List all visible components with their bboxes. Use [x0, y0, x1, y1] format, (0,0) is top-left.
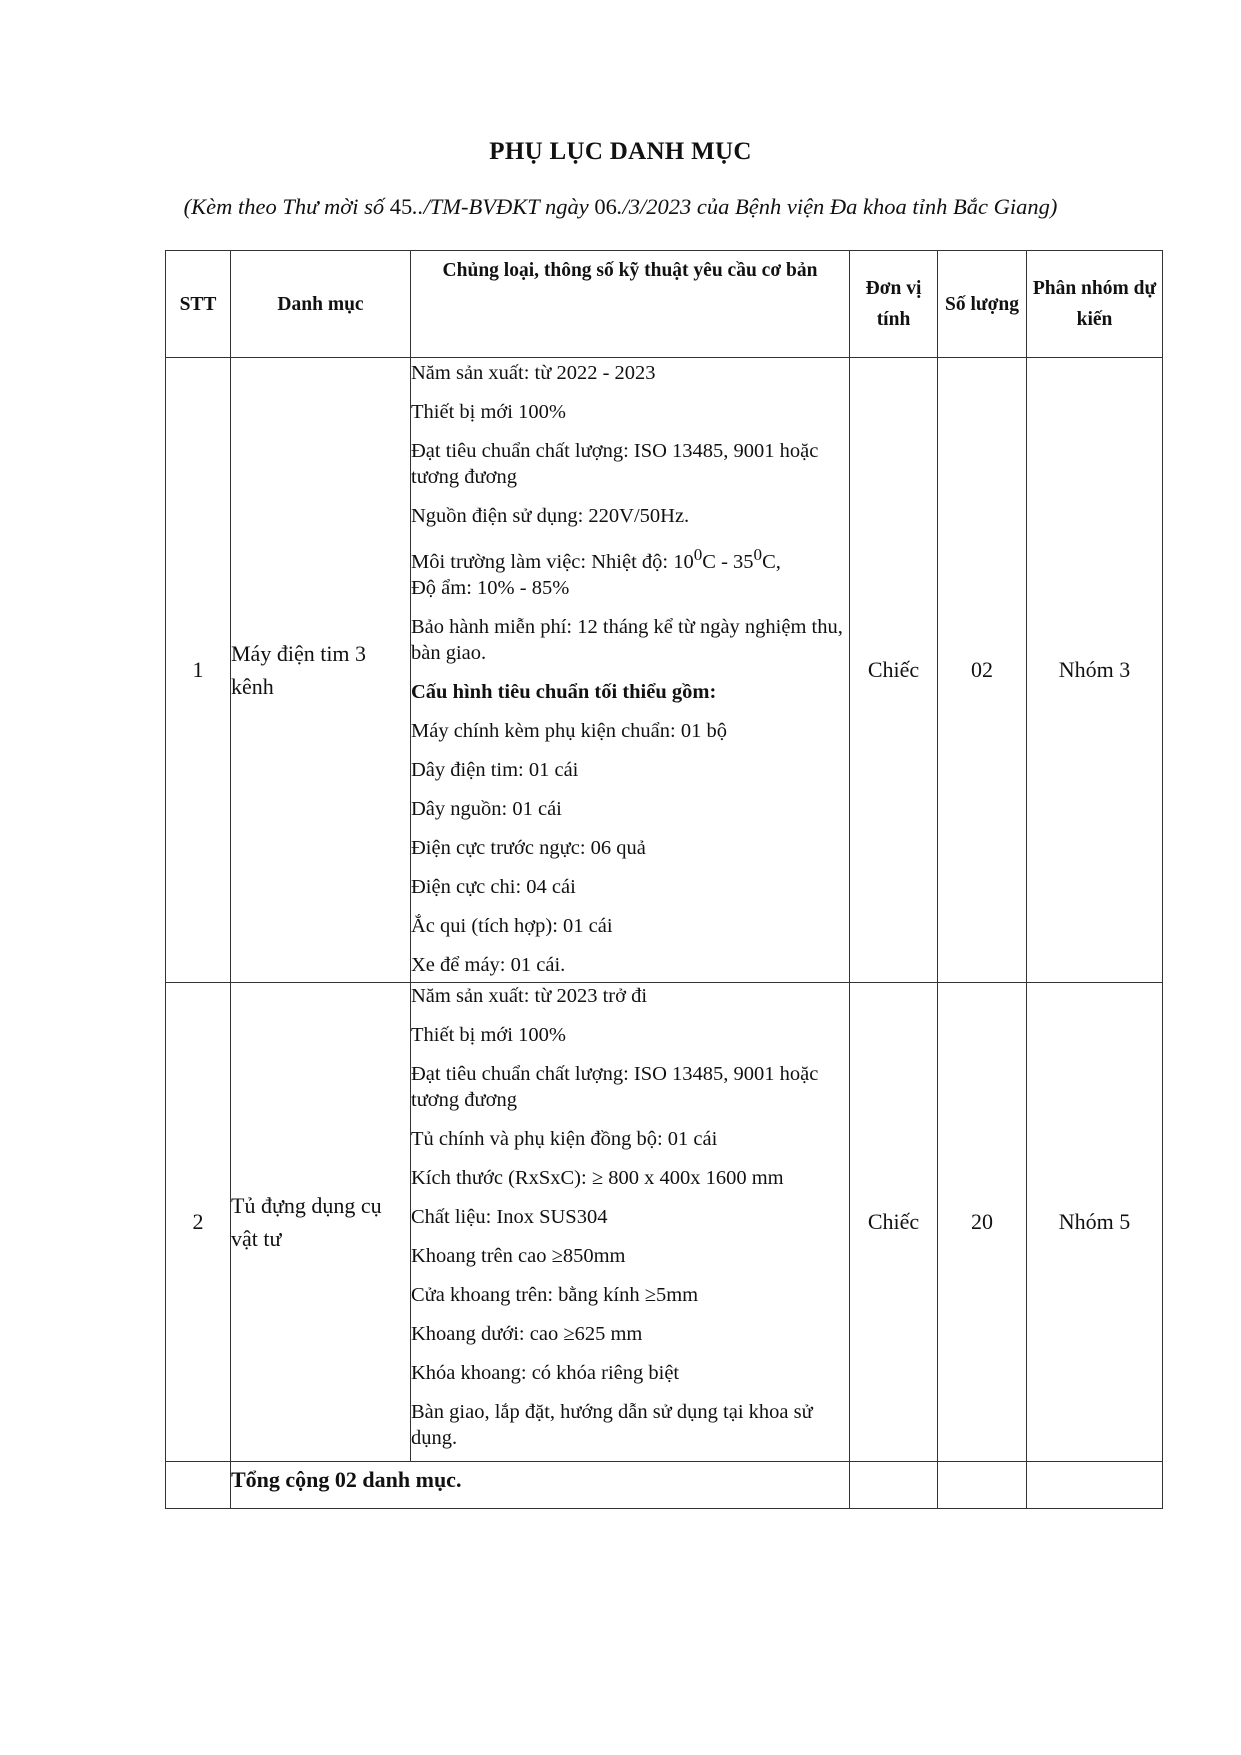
env-unit-mid: C - 35: [702, 550, 754, 573]
subtitle-prefix: (Kèm theo Thư mời số: [183, 194, 390, 219]
spec-line: Kích thước (RxSxC): ≥ 800 x 400x 1600 mm: [411, 1167, 784, 1189]
spec-line: Đạt tiêu chuẩn chất lượng: ISO 13485, 9001 hoặc tương đương: [411, 440, 819, 488]
spec-line: Dây điện tim: 01 cái: [411, 758, 579, 781]
table-header-row: [166, 251, 1163, 358]
spec-line: Dây nguồn: 01 cái: [411, 797, 562, 820]
header-unit: Đơn vị tính: [850, 251, 938, 358]
spec-line: Ắc qui (tích hợp): 01 cái: [411, 914, 613, 937]
spec-line: Bảo hành miễn phí: 12 tháng kể từ ngày nghiệm thu, bàn giao.: [411, 615, 843, 664]
subtitle-suffix: ./3/2023 của Bệnh viện Đa khoa tỉnh Bắc Giang): [616, 194, 1058, 219]
spec-line: Năm sản xuất: từ 2023 trở đi: [411, 985, 648, 1007]
total-empty-cell: [166, 1462, 231, 1509]
subtitle-middle: ../TM-BVĐKT ngày: [412, 194, 595, 219]
spec-line: Xe để máy: 01 cái.: [411, 953, 566, 976]
row-name: Máy điện tim 3 kênh: [231, 358, 411, 983]
page-title: PHỤ LỤC DANH MỤC: [489, 138, 752, 165]
spec-line: Bàn giao, lắp đặt, hướng dẫn sử dụng tại khoa sử dụng.: [411, 1401, 813, 1449]
spec-line: Điện cực trước ngực: 06 quả: [411, 836, 646, 859]
row-group: Nhóm 3: [1027, 358, 1163, 983]
catalog-table: [165, 250, 1163, 1509]
row-specs: [411, 358, 850, 983]
row-unit: Chiếc: [850, 358, 938, 983]
spec-line: Khoang trên cao ≥850mm: [411, 1245, 626, 1267]
row-qty: 20: [938, 983, 1027, 1462]
header-stt: STT: [166, 251, 231, 358]
spec-line-environment: [411, 542, 849, 601]
row-qty: 02: [938, 358, 1027, 983]
total-empty-cell: [938, 1462, 1027, 1509]
degree-sup: 0: [693, 545, 703, 564]
row-name: Tủ đựng dụng cụ vật tư: [231, 983, 411, 1462]
table-row: [166, 358, 1163, 983]
total-empty-cell: [1027, 1462, 1163, 1509]
page-subtitle: [0, 194, 1241, 220]
row-unit: Chiếc: [850, 983, 938, 1462]
spec-line: Khóa khoang: có khóa riêng biệt: [411, 1362, 680, 1384]
spec-line: Năm sản xuất: từ 2022 - 2023: [411, 362, 656, 384]
spec-line: Tủ chính và phụ kiện đồng bộ: 01 cái: [411, 1128, 718, 1150]
spec-line: Nguồn điện sử dụng: 220V/50Hz.: [411, 505, 690, 527]
env-label: Môi trường làm việc: Nhiệt độ: 10: [411, 550, 694, 573]
spec-line: Thiết bị mới 100%: [411, 401, 566, 423]
header-spec: Chủng loại, thông số kỹ thuật yêu cầu cơ bản: [411, 251, 850, 358]
spec-line: Chất liệu: Inox SUS304: [411, 1206, 608, 1228]
row-stt: 1: [166, 358, 231, 983]
total-empty-cell: [850, 1462, 938, 1509]
letter-number: 45: [389, 194, 413, 219]
row-stt: 2: [166, 983, 231, 1462]
spec-line: Thiết bị mới 100%: [411, 1024, 566, 1046]
spec-line: Khoang dưới: cao ≥625 mm: [411, 1323, 643, 1345]
header-qty: Số lượng: [938, 251, 1027, 358]
humidity: Độ ẩm: 10% - 85%: [411, 576, 570, 599]
header-danh-muc: Danh mục: [231, 251, 411, 358]
row-specs: [411, 983, 850, 1462]
table-total-row: [166, 1462, 1163, 1509]
spec-line: Đạt tiêu chuẩn chất lượng: ISO 13485, 9001 hoặc tương đương: [411, 1063, 819, 1111]
spec-line: Điện cực chi: 04 cái: [411, 875, 576, 898]
row-group: Nhóm 5: [1027, 983, 1163, 1462]
total-label: Tổng cộng 02 danh mục.: [231, 1462, 850, 1509]
letter-day: 06: [594, 194, 617, 219]
env-unit-end: C,: [762, 550, 781, 573]
spec-config-heading: Cấu hình tiêu chuẩn tối thiểu gồm:: [411, 680, 717, 703]
header-group: Phân nhóm dự kiến: [1027, 251, 1163, 358]
table-row: [166, 983, 1163, 1462]
spec-line: Cửa khoang trên: bằng kính ≥5mm: [411, 1284, 699, 1306]
degree-sup: 0: [753, 545, 763, 564]
spec-line: Máy chính kèm phụ kiện chuẩn: 01 bộ: [411, 719, 727, 742]
